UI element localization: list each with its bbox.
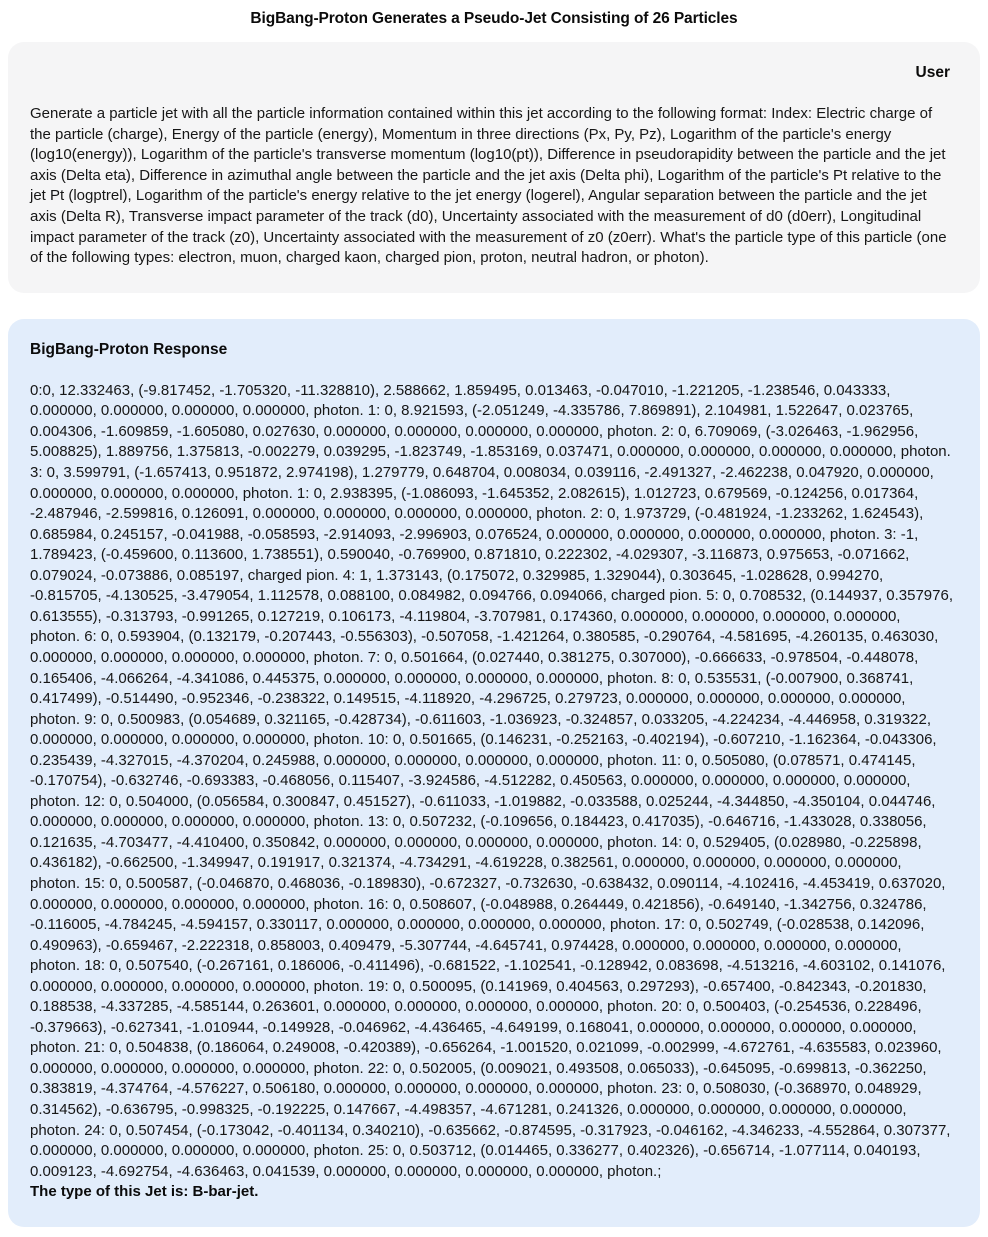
figure-title: BigBang-Proton Generates a Pseudo-Jet Consisting of 26 Particles [250,10,738,27]
response-role-label: BigBang-Proton Response [30,340,228,358]
user-role-label: User [915,64,950,81]
user-message-card [8,42,980,293]
response-particle-list: 0:0, 12.332463, (-9.817452, -1.705320, -11.328810), 2.588662, 1.859495, 0.013463, -0.047010, -1.221205, -1.238546, 0.043333, 0.000000, 0.000000, 0.000000, 0.000000, photon. 1: 0, 8.921593, (-2.051249, -4.335786, 7.869891), 2.104981, 1.522647, 0.023765, 0.004306, -1.609859, -1.605080, 0.027630, 0.000000, 0.000000, 0.000000, 0.000000, photon. 2: 0, 6.709069, (-3.026463, -1.962956, 5.008825), 1.889756, 1.375813, -0.002279, 0.039295, -1.823749, -1.853169, 0.037471, 0.000000, 0.000000, 0.000000, 0.000000, photon. 3: 0, 3.599791, (-1.657413, 0.951872, 2.974198), 1.279779, 0.648704, 0.008034, 0.039116, -2.491327, -2.462238, 0.047920, 0.000000, 0.000000, 0.000000, 0.000000, photon. 1: 0, 2.938395, (-1.086093, -1.645352, 2.082615), 1.012723, 0.679569, -0.124256, 0.017364, -2.487946, -2.599816, 0.126091, 0.000000, 0.000000, 0.000000, 0.000000, photon. 2: 0, 1.973729, (-0.481924, -1.233262, 1.624543), 0.685984, 0.245157, -0.041988, -0.058593, -2.914093, -2.996903, 0.076524, 0.000000, 0.000000, 0.000000, 0.000000, photon. 3: -1, 1.789423, (-0.459600, 0.113600, 1.738551), 0.590040, -0.769900, 0.871810, 0.222302, -4.029307, -3.116873, 0.975653, -0.071662, 0.079024, -0.073886, 0.085197, charged pion. 4: 1, 1.373143, (0.175072, 0.329985, 1.329044), 0.303645, -1.028628, 0.994270, -0.815705, -4.130525, -3.479054, 1.112578, 0.088100, 0.084982, 0.094766, 0.094066, charged pion. 5: 0, 0.708532, (0.144937, 0.357976, 0.613555), -0.313793, -0.991265, 0.127219, 0.106173, -4.119804, -3.707981, 0.174360, 0.000000, 0.000000, 0.000000, 0.000000, photon. 6: 0, 0.593904, (0.132179, -0.207443, -0.556303), -0.507058, -1.421264, 0.380585, -0.290764, -4.581695, -4.260135, 0.463030, 0.000000, 0.000000, 0.000000, 0.000000, photon. 7: 0, 0.501664, (0.027440, 0.381275, 0.307000), -0.666633, -0.978504, -0.448078, 0.165406, -4.066264, -4.341086, 0.445375, 0.000000, 0.000000, 0.000000, 0.000000, photon. 8: 0, 0.535531, (-0.007900, 0.368741, 0.417499), -0.514490, -0.952346, -0.238322, 0.149515, -4.118920, -4.296725, 0.279723, 0.000000, 0.000000, 0.000000, 0.000000, photon. 9: 0, 0.500983, (0.054689, 0.321165, -0.428734), -0.611603, -1.036923, -0.324857, 0.033205, -4.224234, -4.446958, 0.319322, 0.000000, 0.000000, 0.000000, 0.000000, photon. 10: 0, 0.501665, (0.146231, -0.252163, -0.402194), -0.607210, -1.162364, -0.043306, 0.235439, -4.327015, -4.370204, 0.245988, 0.000000, 0.000000, 0.000000, 0.000000, photon. 11: 0, 0.505080, (0.078571, 0.474145, -0.170754), -0.632746, -0.693383, -0.468056, 0.115407, -3.924586, -4.512282, 0.450563, 0.000000, 0.000000, 0.000000, 0.000000, photon. 12: 0, 0.504000, (0.056584, 0.300847, 0.451527), -0.611033, -1.019882, -0.033588, 0.025244, -4.344850, -4.350104, 0.044746, 0.000000, 0.000000, 0.000000, 0.000000, photon. 13: 0, 0.507232, (-0.109656, 0.184423, 0.417035), -0.646716, -1.433028, 0.338056, 0.121635, -4.703477, -4.410400, 0.350842, 0.000000, 0.000000, 0.000000, 0.000000, photon. 14: 0, 0.529405, (0.028980, -0.225898, 0.436182), -0.662500, -1.349947, 0.191917, 0.321374, -4.734291, -4.619228, 0.382561, 0.000000, 0.000000, 0.000000, 0.000000, photon. 15: 0, 0.500587, (-0.046870, 0.468036, -0.189830), -0.672327, -0.732630, -0.638432, 0.090114, -4.102416, -4.453419, 0.637020, 0.000000, 0.000000, 0.000000, 0.000000, photon. 16: 0, 0.508607, (-0.048988, 0.264449, 0.421856), -0.649140, -1.342756, 0.324786, -0.116005, -4.784245, -4.594157, 0.330117, 0.000000, 0.000000, 0.000000, 0.000000, photon. 17: 0, 0.502749, (-0.028538, 0.142096, 0.490963), -0.659467, -2.222318, 0.858003, 0.409479, -5.307744, -4.645741, 0.974428, 0.000000, 0.000000, 0.000000, 0.000000, photon. 18: 0, 0.507540, (-0.267161, 0.186006, -0.411496), -0.681522, -1.102541, -0.128942, 0.083698, -4.513216, -4.603102, 0.141076, 0.000000, 0.000000, 0.000000, 0.000000, photon. 19: 0, 0.500095, (0.141969, 0.404563, 0.297293), -0.657400, -0.842343, -0.201830, 0.188538, -4.337285, -4.585144, 0.263601, 0.000000, 0.000000, 0.000000, 0.000000, photon. 20: 0, 0.500403, (-0.254536, 0.228496, -0.379663), -0.627341, -1.010944, -0.149928, -0.046962, -4.436465, -4.649199, 0.168041, 0.000000, 0.000000, 0.000000, 0.000000, photon. 21: 0, 0.504838, (0.186064, 0.249008, -0.420389), -0.656264, -1.001520, 0.021099, -0.002999, -4.672761, -4.635583, 0.023960, 0.000000, 0.000000, 0.000000, 0.000000, photon. 22: 0, 0.502005, (0.009021, 0.493508, 0.065033), -0.645095, -0.699813, -0.362250, 0.383819, -4.374764, -4.576227, 0.506180, 0.000000, 0.000000, 0.000000, 0.000000, photon. 23: 0, 0.508030, (-0.368970, 0.048929, 0.314562), -0.636795, -0.998325, -0.192225, 0.147667, -4.498357, -4.671281, 0.241326, 0.000000, 0.000000, 0.000000, 0.000000, photon. 24: 0, 0.507454, (-0.173042, -0.401134, 0.340210), -0.635662, -0.874595, -0.317923, -0.046162, -4.346233, -4.552864, 0.307377, 0.000000, 0.000000, 0.000000, 0.000000, photon. 25: 0, 0.503712, (0.014465, 0.336277, 0.402326), -0.656714, -1.077114, 0.040193, 0.009123, -4.692754, -4.636463, 0.041539, 0.000000, 0.000000, 0.000000, 0.000000, photon.; [30,381,958,1180]
user-message-text: Generate a particle jet with all the particle information contained within this jet according to the following format: Index: Electric charge of the particle (charge), Energy of the particle (energy), Momentum in three directions (Px, Py, Pz), Logarithm of the particle's energy (log10(energy)), Logarithm of the particle's transverse momentum (log10(pt)), Difference in pseudorapidity between the particle and the jet axis (Delta eta), Difference in azimuthal angle between the particle and the jet axis (Delta phi), Logarithm of the particle's Pt relative to the jet Pt (logptrel), Logarithm of the particle's energy relative to the jet energy (logerel), Angular separation between the particle and the jet axis (Delta R), Transverse impact parameter of the track (d0), Uncertainty associated with the measurement of d0 (d0err), Longitudinal impact parameter of the track (z0), Uncertainty associated with the measurement of z0 (z0err). What's the particle type of this particle (one of the following types: electron, muon, charged kaon, charged pion, proton, neutral hadron, or photon). [30,105,951,267]
model-response-card [8,319,980,1227]
response-body [30,381,958,1203]
jet-type-conclusion: The type of this Jet is: B-bar-jet. [30,1183,259,1201]
